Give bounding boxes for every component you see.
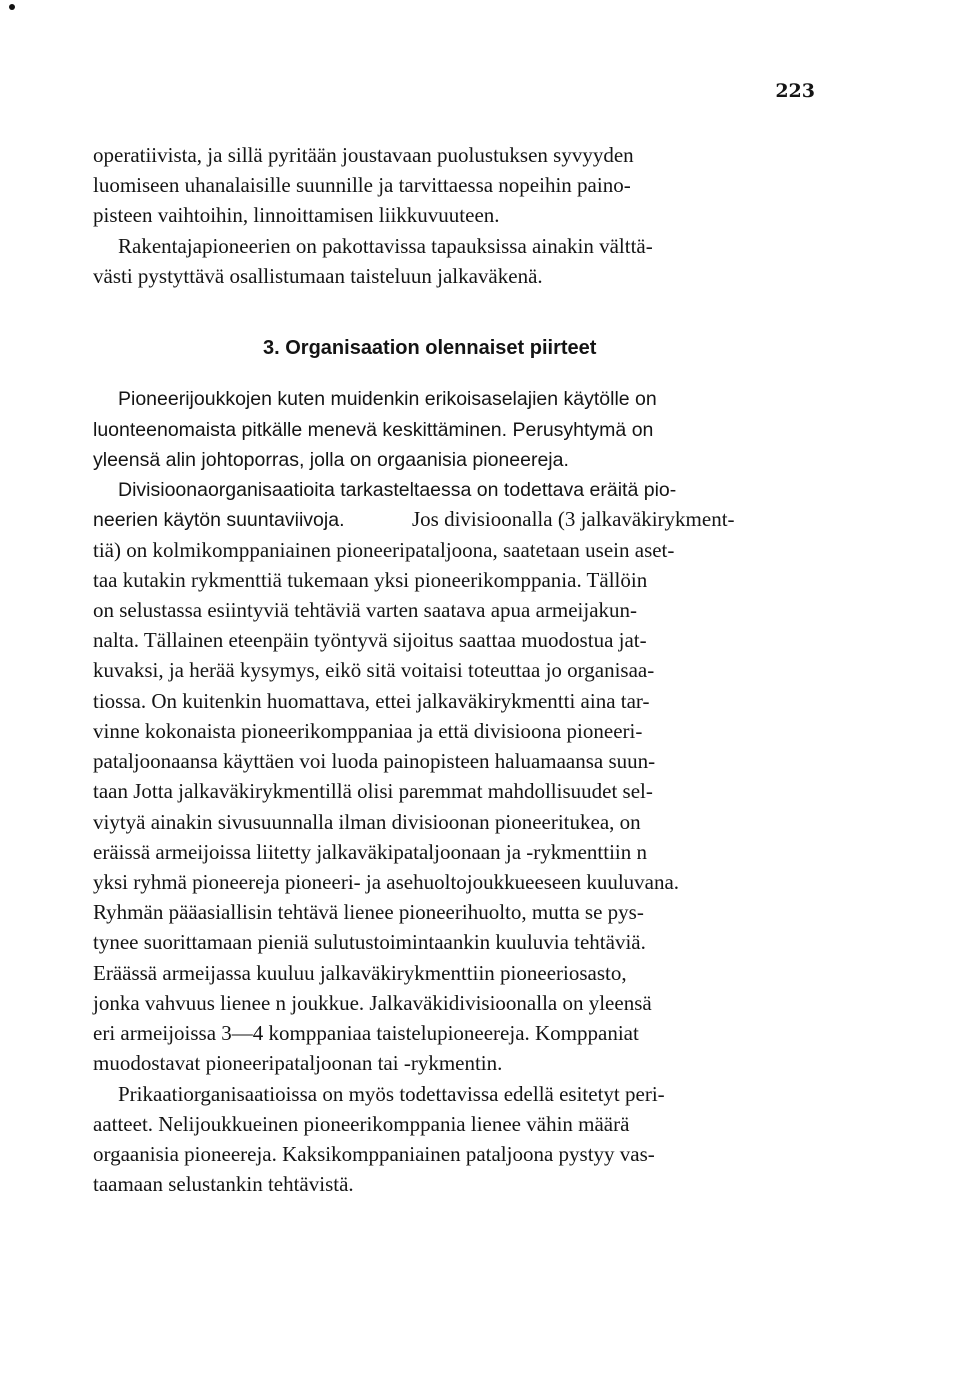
text-line: luonteenomaista pitkälle menevä keskittäminen. Perusyhtymä on xyxy=(93,419,654,441)
text-line: eri armeijoissa 3—4 komppaniaa taistelupioneereja. Komppaniat xyxy=(93,1021,639,1045)
text-line: taan Jotta jalkaväkirykmentillä olisi paremmat mahdollisuudet sel- xyxy=(93,779,653,803)
text-line: on selustassa esiintyviä tehtäviä varten saatava apua armeijakun- xyxy=(93,598,638,622)
text-line: viytyä ainakin sivusuunnalla ilman divisioonan pioneeritukea, on xyxy=(93,810,641,834)
text-line: Jos divisioonalla (3 jalkaväkirykment- xyxy=(412,507,735,531)
text-line: tynee suorittamaan pieniä sulutustoimintaankin kuuluvia tehtäviä. xyxy=(93,930,646,954)
text-line: eräissä armeijoissa liitetty jalkaväkipataljoonaan ja -rykmenttiin n xyxy=(93,840,647,864)
text-line: kuvaksi, ja herää kysymys, eikö sitä voitaisi toteuttaa jo organisaa- xyxy=(93,658,655,682)
text-line: taa kutakin rykmenttiä tukemaan yksi pioneerikomppania. Tällöin xyxy=(93,568,648,592)
text-line: operatiivista, ja sillä pyritään joustavaan puolustuksen syvyyden xyxy=(93,143,634,167)
text-line: västi pystyttävä osallistumaan taisteluun jalkaväkenä. xyxy=(93,264,543,288)
text-line: vinne kokonaista pioneerikomppaniaa ja että divisioona pioneeri- xyxy=(93,719,643,743)
page-number: 223 xyxy=(775,80,815,102)
text-line: taamaan selustankin tehtävistä. xyxy=(93,1172,354,1196)
text-line: nalta. Tällainen eteenpäin työntyvä sijoitus saattaa muodostua jat- xyxy=(93,628,647,652)
text-line: muodostavat pioneeripataljoonan tai -rykmentin. xyxy=(93,1051,503,1075)
text-line: pisteen vaihtoihin, linnoittamisen liikkuvuuteen. xyxy=(93,203,500,227)
text-line: luomiseen uhanalaisille suunnille ja tarvittaessa nopeihin paino- xyxy=(93,173,631,197)
section-heading: 3. Organisaation olennaiset piirteet xyxy=(263,337,597,359)
text-line: Prikaatiorganisaatioissa on myös todettavissa edellä esitetyt peri- xyxy=(118,1082,665,1106)
text-line: Rakentajapioneerien on pakottavissa tapauksissa ainakin välttä- xyxy=(118,234,653,258)
text-line: Pioneerijoukkojen kuten muidenkin erikoisaselajien käytölle on xyxy=(118,388,657,410)
text-line: Ryhmän pääasiallisin tehtävä lienee pioneerihuolto, mutta se pys- xyxy=(93,900,644,924)
text-line: tiä) on kolmikomppaniainen pioneeripataljoona, saatetaan usein aset- xyxy=(93,538,675,562)
text-line: orgaanisia pioneereja. Kaksikomppaniainen pataljoona pystyy vas- xyxy=(93,1142,655,1166)
text-line: aatteet. Nelijoukkueinen pioneerikomppania lienee vähin määrä xyxy=(93,1112,630,1136)
text-line: Eräässä armeijassa kuuluu jalkaväkirykmenttiin pioneeriosasto, xyxy=(93,961,627,985)
text-line: neerien käytön suuntaviivoja. xyxy=(93,509,345,531)
text-line: yleensä alin johtoporras, jolla on orgaanisia pioneereja. xyxy=(93,449,569,471)
text-line: pataljoonaansa käyttäen voi luoda painopisteen haluamaansa suun- xyxy=(93,749,656,773)
text-line: yksi ryhmä pioneereja pioneeri- ja asehuoltojoukkueeseen kuuluvana. xyxy=(93,870,680,894)
text-line: tiossa. On kuitenkin huomattava, ettei jalkaväkirykmentti aina tar- xyxy=(93,689,650,713)
text-line: jonka vahvuus lienee n joukkue. Jalkaväkidivisioonalla on yleensä xyxy=(93,991,652,1015)
text-line: Divisioonaorganisaatioita tarkasteltaessa on todettava eräitä pio- xyxy=(118,479,677,501)
